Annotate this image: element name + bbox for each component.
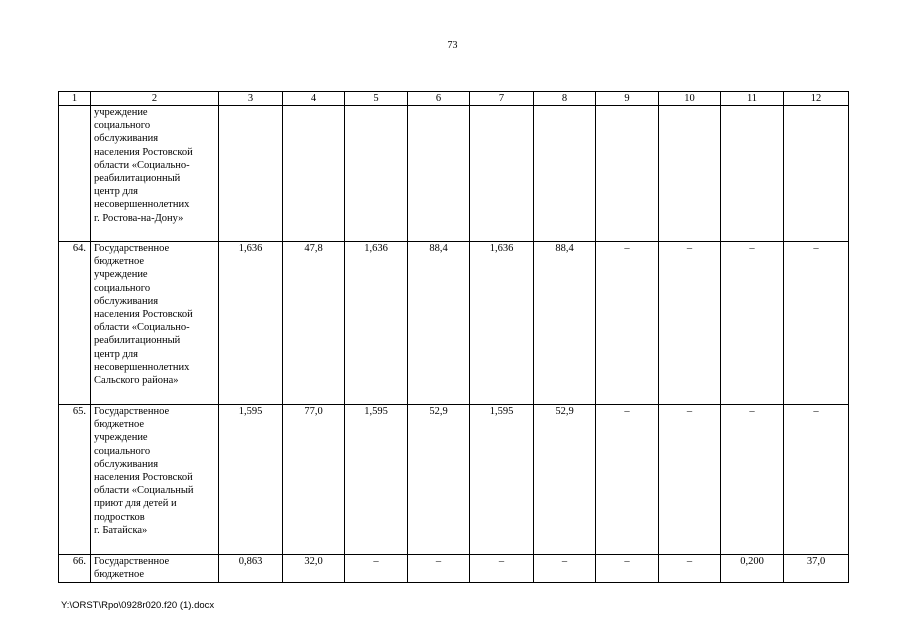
name-line: бюджетное [94, 419, 145, 431]
name-line: обслуживания [94, 458, 159, 470]
name-line: населения Ростовской [94, 146, 193, 158]
name-line: обслуживания [94, 133, 159, 145]
name-line: Государственное [94, 406, 170, 417]
value-cell-col-12: 37,0 [784, 555, 849, 583]
row-number: 65. [59, 405, 91, 555]
value-cell-col-5 [345, 106, 408, 242]
value-cell-col-3: 0,863 [219, 555, 283, 583]
value-cell-col-10: – [659, 405, 721, 555]
value-cell-col-12: – [784, 405, 849, 555]
value-cell-col-3: 1,636 [219, 242, 283, 405]
value-cell-col-7 [470, 106, 534, 242]
name-line: несовершеннолетних [94, 361, 190, 373]
value-cell-col-9: – [596, 242, 659, 405]
value-cell-col-4: 47,8 [283, 242, 345, 405]
institution-name [91, 106, 219, 242]
page-number: 73 [447, 40, 458, 51]
value-cell-col-5: 1,636 [345, 242, 408, 405]
name-line: области «Социально- [94, 159, 190, 171]
value-cell-col-4 [283, 106, 345, 242]
value-cell-col-10: – [659, 242, 721, 405]
name-line: реабилитационный [94, 173, 181, 185]
column-header-6: 6 [408, 92, 470, 106]
value-cell-col-12 [784, 106, 849, 242]
data-table [58, 91, 849, 583]
row-number: 66. [59, 555, 91, 583]
value-cell-col-11: – [721, 242, 784, 405]
value-cell-col-8: – [534, 555, 596, 583]
institution-name [91, 405, 219, 555]
column-header-9: 9 [596, 92, 659, 106]
value-cell-col-9: – [596, 555, 659, 583]
name-line: учреждение [94, 107, 148, 118]
table-row [59, 242, 849, 405]
value-cell-col-7: 1,595 [470, 405, 534, 555]
name-line: населения Ростовской [94, 309, 193, 321]
value-cell-col-10 [659, 106, 721, 242]
value-cell-col-9 [596, 106, 659, 242]
name-line: Государственное [94, 556, 170, 567]
column-header-1: 1 [59, 92, 91, 106]
value-cell-col-8 [534, 106, 596, 242]
value-cell-col-5: 1,595 [345, 405, 408, 555]
value-cell-col-6: – [408, 555, 470, 583]
column-header-7: 7 [470, 92, 534, 106]
column-header-4: 4 [283, 92, 345, 106]
name-line: Сальского района» [94, 375, 179, 387]
column-header-10: 10 [659, 92, 721, 106]
name-line: социального [94, 282, 151, 294]
value-cell-col-11 [721, 106, 784, 242]
name-line: приют для детей и [94, 498, 177, 510]
value-cell-col-4: 32,0 [283, 555, 345, 583]
value-cell-col-10: – [659, 555, 721, 583]
value-cell-col-12: – [784, 242, 849, 405]
row-number: 64. [59, 242, 91, 405]
column-header-3: 3 [219, 92, 283, 106]
value-cell-col-3: 1,595 [219, 405, 283, 555]
value-cell-col-11: – [721, 405, 784, 555]
table-row [59, 405, 849, 555]
name-line: реабилитационный [94, 335, 181, 347]
name-line: г. Батайска» [94, 524, 148, 536]
name-line: области «Социальный [94, 485, 194, 497]
value-cell-col-3 [219, 106, 283, 242]
value-cell-col-6 [408, 106, 470, 242]
column-header-12: 12 [784, 92, 849, 106]
column-header-8: 8 [534, 92, 596, 106]
institution-name [91, 242, 219, 405]
value-cell-col-7: – [470, 555, 534, 583]
name-line: учреждение [94, 432, 148, 444]
value-cell-col-6: 52,9 [408, 405, 470, 555]
table-row [59, 106, 849, 242]
footer-file-path: Y:\ORST\Rpo\0928r020.f20 (1).docx [61, 600, 215, 611]
value-cell-col-4: 77,0 [283, 405, 345, 555]
column-header-5: 5 [345, 92, 408, 106]
name-line: центр для [94, 348, 138, 360]
value-cell-col-7: 1,636 [470, 242, 534, 405]
header-row [59, 92, 849, 106]
name-line: области «Социально- [94, 322, 190, 334]
value-cell-col-5: – [345, 555, 408, 583]
institution-name [91, 555, 219, 583]
name-line: Государственное [94, 243, 170, 254]
name-line: социального [94, 120, 151, 132]
value-cell-col-8: 52,9 [534, 405, 596, 555]
value-cell-col-9: – [596, 405, 659, 555]
table-row [59, 555, 849, 583]
name-line: обслуживания [94, 295, 159, 307]
name-line: г. Ростова-на-Дону» [94, 212, 184, 224]
name-line: бюджетное [94, 569, 145, 581]
value-cell-col-8: 88,4 [534, 242, 596, 405]
column-header-2: 2 [91, 92, 219, 106]
name-line: учреждение [94, 269, 148, 281]
value-cell-col-11: 0,200 [721, 555, 784, 583]
column-header-11: 11 [721, 92, 784, 106]
value-cell-col-6: 88,4 [408, 242, 470, 405]
name-line: социального [94, 445, 151, 457]
name-line: подростков [94, 511, 145, 523]
name-line: бюджетное [94, 256, 145, 268]
name-line: населения Ростовской [94, 472, 193, 484]
name-line: несовершеннолетних [94, 199, 190, 211]
row-number [59, 106, 91, 242]
name-line: центр для [94, 186, 138, 198]
